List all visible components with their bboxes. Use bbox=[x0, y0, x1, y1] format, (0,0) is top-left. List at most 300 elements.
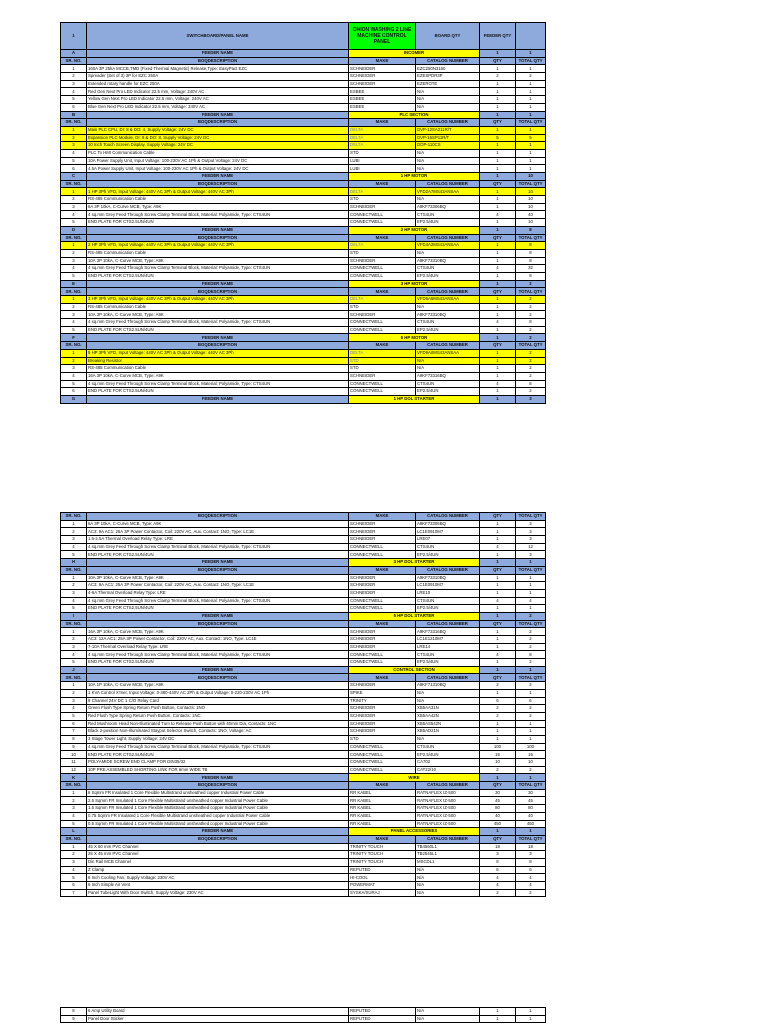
feeder-qty: 1 bbox=[516, 111, 546, 119]
make-cell: ESBEE bbox=[349, 103, 416, 111]
description-cell: 8 Channel 24V DC 1 C/O Relay Card bbox=[87, 697, 349, 705]
sr-no-cell: 2 bbox=[61, 689, 87, 697]
feeder-qty: 2 bbox=[516, 334, 546, 342]
sr-no-cell: 2 bbox=[61, 851, 87, 859]
table-row bbox=[61, 520, 546, 528]
sr-no-cell: 1 bbox=[61, 65, 87, 73]
make-cell: DELTA bbox=[349, 296, 416, 304]
make-cell: STD bbox=[349, 149, 416, 157]
total-qty-cell: 5 bbox=[516, 134, 546, 142]
qty-cell: 1 bbox=[480, 196, 516, 204]
description-header: BOQDESCRIPTION bbox=[87, 57, 349, 65]
make-cell: SCHNEIDER bbox=[349, 628, 416, 636]
total-qty-cell: 8 bbox=[516, 858, 546, 866]
description-cell: Extended rotary handle for EZC 250A bbox=[87, 80, 349, 88]
make-cell: RR KABEL bbox=[349, 812, 416, 820]
catalog-cell: A9KF73316BQ bbox=[416, 628, 480, 636]
feeder-section-row bbox=[61, 334, 546, 342]
total-qty-cell: 6 bbox=[516, 866, 546, 874]
sr-no-cell: 2 bbox=[61, 582, 87, 590]
catalog-cell: EP2.5/4UN bbox=[416, 219, 480, 227]
table-row bbox=[61, 65, 546, 73]
table-row bbox=[61, 326, 546, 334]
table-row bbox=[61, 851, 546, 859]
sr-no-cell: 6 bbox=[61, 720, 87, 728]
qty-cell: 2 bbox=[480, 766, 516, 774]
qty-cell: 1 bbox=[480, 149, 516, 157]
sr-no-header: SR. NO. bbox=[61, 513, 87, 521]
description-cell: 3 Stage Tower Light, Supply Voltage: 24V DC bbox=[87, 735, 349, 743]
table-row bbox=[61, 574, 546, 582]
description-cell: 10A 1P 10kA, C-Curve MCB, Type: A9K bbox=[87, 682, 349, 690]
sr-no-cell: 5 bbox=[61, 272, 87, 280]
catalog-header: CATALOG NUMBER bbox=[416, 234, 480, 242]
catalog-cell: CTS4UN bbox=[416, 319, 480, 327]
make-cell: SCHNEIDER bbox=[349, 203, 416, 211]
board-qty: 1 bbox=[480, 226, 516, 234]
sr-no-cell: 3 bbox=[61, 203, 87, 211]
feeder-qty: 10 bbox=[516, 173, 546, 181]
column-header-row bbox=[61, 342, 546, 350]
description-header: BOQDESCRIPTION bbox=[87, 234, 349, 242]
sr-no-cell: 4 bbox=[61, 319, 87, 327]
qty-cell: 5 bbox=[480, 134, 516, 142]
make-cell: SCHNEIDER bbox=[349, 311, 416, 319]
qty-cell: 1 bbox=[480, 628, 516, 636]
description-cell: 6 Inch Simple Air Vent bbox=[87, 882, 349, 890]
feeder-name-label: FEEDER NAME bbox=[87, 828, 349, 836]
make-cell: CONNECTWELL bbox=[349, 605, 416, 613]
table-row bbox=[61, 319, 546, 327]
qty-cell: 1 bbox=[480, 365, 516, 373]
description-cell: END PLATE FOR CTS2.5UN/4UN bbox=[87, 659, 349, 667]
description-cell: 10A 3P 10kA, C-Curve MCB, Type: A9K bbox=[87, 311, 349, 319]
panel-name-label: SWITCHBOARD/PANEL NAME bbox=[87, 23, 349, 50]
feeder-name-value: 5 HP MOTOR bbox=[349, 334, 480, 342]
table-row bbox=[61, 219, 546, 227]
description-cell: AC3: 9A AC1: 25A 3P Power Contactor, Coil: 220V AC, Aux. Contact: 1NO, Type: LC1E bbox=[87, 528, 349, 536]
column-header-row bbox=[61, 180, 546, 188]
qty-cell: 40 bbox=[480, 812, 516, 820]
sr-no-cell: 3 bbox=[61, 365, 87, 373]
feeder-name-label: FEEDER NAME bbox=[87, 280, 349, 288]
qty-cell: 1 bbox=[480, 188, 516, 196]
feeder-section-row bbox=[61, 226, 546, 234]
catalog-cell: N/A bbox=[416, 165, 480, 173]
make-cell: CONNECTWELL bbox=[349, 751, 416, 759]
sr-no-cell: 5 bbox=[61, 96, 87, 104]
description-cell: 45 X 60 mm PVC Channel bbox=[87, 843, 349, 851]
make-cell: SCHNEIDER bbox=[349, 728, 416, 736]
catalog-cell: XB5AA42N bbox=[416, 712, 480, 720]
catalog-cell: LRE14 bbox=[416, 643, 480, 651]
column-header-row bbox=[61, 674, 546, 682]
catalog-cell: EZEROTE bbox=[416, 80, 480, 88]
description-cell: 16A 3P 10kA, C-Curve MCB, Type: A9K bbox=[87, 628, 349, 636]
table-row bbox=[61, 265, 546, 273]
total-qty-cell: 2 bbox=[516, 388, 546, 396]
sr-no-cell: 5 bbox=[61, 605, 87, 613]
sr-no-cell: 5 bbox=[61, 326, 87, 334]
qty-cell: 4 bbox=[480, 651, 516, 659]
table-row bbox=[61, 751, 546, 759]
description-cell: Red Gen Next Pro LED Indicator 22.5 mm, Voltage: 240V AC bbox=[87, 88, 349, 96]
qty-header: QTY bbox=[480, 620, 516, 628]
description-cell: Red Flush Type Spring Return Push Button, Contacts: 1NC bbox=[87, 712, 349, 720]
sr-no-cell: 2 bbox=[61, 196, 87, 204]
feeder-section-row bbox=[61, 612, 546, 620]
qty-cell: 1 bbox=[480, 88, 516, 96]
make-cell: SCHNEIDER bbox=[349, 65, 416, 73]
catalog-cell: N/A bbox=[416, 196, 480, 204]
make-cell: SCHNEIDER bbox=[349, 682, 416, 690]
qty-cell: 1 bbox=[480, 551, 516, 559]
make-cell: DELTA bbox=[349, 126, 416, 134]
catalog-cell: A9KF73310BQ bbox=[416, 311, 480, 319]
total-qty-cell: 2 bbox=[516, 311, 546, 319]
make-cell: SYSKA/SURAJ bbox=[349, 889, 416, 897]
qty-cell: 1 bbox=[480, 219, 516, 227]
total-qty-header: TOTAL QTY bbox=[516, 288, 546, 296]
catalog-cell: MSCDL1 bbox=[416, 858, 480, 866]
description-cell: END PLATE FOR CTS2.5UN/4UN bbox=[87, 388, 349, 396]
make-cell: DELTA bbox=[349, 242, 416, 250]
make-cell: SCHNEIDER bbox=[349, 574, 416, 582]
description-cell: END PLATE FOR CTS2.5UN/4UN bbox=[87, 326, 349, 334]
qty-cell: 1 bbox=[480, 272, 516, 280]
make-cell: CONNECTWELL bbox=[349, 380, 416, 388]
total-qty-cell: 1 bbox=[516, 589, 546, 597]
catalog-header: CATALOG NUMBER bbox=[416, 782, 480, 790]
total-qty-header: TOTAL QTY bbox=[516, 674, 546, 682]
table-row bbox=[61, 812, 546, 820]
sr-no-header: SR. NO. bbox=[61, 57, 87, 65]
qty-cell: 1 bbox=[480, 735, 516, 743]
qty-cell: 1 bbox=[480, 165, 516, 173]
sr-no-cell: 5 bbox=[61, 219, 87, 227]
catalog-cell: A9KF73310BQ bbox=[416, 574, 480, 582]
qty-cell: 1 bbox=[480, 536, 516, 544]
make-cell: SCHNEIDER bbox=[349, 589, 416, 597]
board-qty: 1 bbox=[480, 559, 516, 567]
sr-no-header: SR. NO. bbox=[61, 566, 87, 574]
catalog-cell: LC1E0910M7 bbox=[416, 528, 480, 536]
total-qty-cell: 1 bbox=[516, 80, 546, 88]
total-qty-cell: 3 bbox=[516, 520, 546, 528]
make-cell: STD bbox=[349, 735, 416, 743]
make-cell: RR KABEL bbox=[349, 797, 416, 805]
catalog-cell: VFD9A0MS43ANSAA bbox=[416, 349, 480, 357]
table-row bbox=[61, 296, 546, 304]
board-qty: 1 bbox=[480, 111, 516, 119]
qty-cell: 1 bbox=[480, 80, 516, 88]
description-cell: 10A Power Supply Unit, Input Voltage: 100-230V AC 1Ph & Output Voltage: 24V DC bbox=[87, 157, 349, 165]
sr-no-cell: 7 bbox=[61, 889, 87, 897]
qty-cell: 6 bbox=[480, 866, 516, 874]
catalog-cell: A9KF73306BQ bbox=[416, 203, 480, 211]
description-cell: AC3: 12A AC1: 25A 3P Power Contactor, Coil: 220V AC, Aux. Contact: 1NO, Type: LC1E bbox=[87, 636, 349, 644]
total-qty-cell: 2 bbox=[516, 705, 546, 713]
table-row bbox=[61, 797, 546, 805]
total-qty-cell: 2 bbox=[516, 296, 546, 304]
qty-cell: 3 bbox=[480, 851, 516, 859]
table-row bbox=[61, 551, 546, 559]
sheet-section-3 bbox=[60, 1007, 546, 1023]
table-row bbox=[61, 720, 546, 728]
make-header: MAKE bbox=[349, 234, 416, 242]
total-qty-cell: 1 bbox=[516, 1008, 546, 1016]
table-row bbox=[61, 735, 546, 743]
table-row bbox=[61, 372, 546, 380]
make-cell: CONNECTWELL bbox=[349, 219, 416, 227]
total-qty-cell: 30 bbox=[516, 789, 546, 797]
make-cell: CONNECTWELL bbox=[349, 265, 416, 273]
qty-header: QTY bbox=[480, 288, 516, 296]
sr-no-cell: 2 bbox=[61, 134, 87, 142]
board-qty: 1 bbox=[480, 666, 516, 674]
description-cell: 6A 3P 10kA, C-Curve MCB, Type: A9K bbox=[87, 520, 349, 528]
make-cell: CONNECTWELL bbox=[349, 272, 416, 280]
sr-no-cell: 2 bbox=[61, 249, 87, 257]
catalog-cell: VFD4A2MS43ANSAA bbox=[416, 242, 480, 250]
total-qty-cell: 8 bbox=[516, 272, 546, 280]
total-qty-cell: 100 bbox=[516, 743, 546, 751]
table-row bbox=[61, 866, 546, 874]
make-cell: SCHNEIDER bbox=[349, 712, 416, 720]
make-cell: LUBI bbox=[349, 157, 416, 165]
feeder-name-label: FEEDER NAME bbox=[87, 173, 349, 181]
table-row bbox=[61, 357, 546, 365]
table-row bbox=[61, 582, 546, 590]
qty-cell: 1 bbox=[480, 126, 516, 134]
total-qty-header: TOTAL QTY bbox=[516, 566, 546, 574]
feeder-name-value: WIRE bbox=[349, 774, 480, 782]
qty-cell: 1 bbox=[480, 203, 516, 211]
sr-no-cell: 1 bbox=[61, 682, 87, 690]
sr-no-cell: 2 bbox=[61, 528, 87, 536]
total-qty-cell: 8 bbox=[516, 249, 546, 257]
feeder-name-label: FEEDER NAME bbox=[87, 774, 349, 782]
description-cell: 4.5A Power Supply Unit, Input Voltage: 100-230V AC 1Ph & Output Voltage: 24V DC bbox=[87, 165, 349, 173]
blank-header-cell bbox=[516, 23, 546, 50]
section-letter: B bbox=[61, 111, 87, 119]
catalog-header: CATALOG NUMBER bbox=[416, 288, 480, 296]
catalog-cell: EP2.5/4UN bbox=[416, 605, 480, 613]
catalog-cell: EP2.5/4UN bbox=[416, 551, 480, 559]
catalog-cell: N/A bbox=[416, 1008, 480, 1016]
catalog-cell: DOP-110CS bbox=[416, 142, 480, 150]
sr-no-header: SR. NO. bbox=[61, 180, 87, 188]
sr-no-cell: 5 bbox=[61, 380, 87, 388]
make-header: MAKE bbox=[349, 119, 416, 127]
sr-no-cell: 9 bbox=[61, 1015, 87, 1023]
total-qty-cell: 2 bbox=[516, 326, 546, 334]
sr-no-cell: 1 bbox=[61, 126, 87, 134]
table-row bbox=[61, 165, 546, 173]
make-cell: DELTA bbox=[349, 134, 416, 142]
catalog-cell: N/A bbox=[416, 103, 480, 111]
sr-no-cell: 1 bbox=[61, 349, 87, 357]
feeder-name-value: CONTROL SECTION bbox=[349, 666, 480, 674]
qty-cell: 45 bbox=[480, 797, 516, 805]
qty-header: QTY bbox=[480, 674, 516, 682]
feeder-name-value: INCOMER bbox=[349, 50, 480, 58]
board-qty-header: BOARD QTY bbox=[416, 23, 480, 50]
board-qty: 1 bbox=[480, 280, 516, 288]
qty-cell: 1 bbox=[480, 720, 516, 728]
feeder-qty: 1 bbox=[516, 774, 546, 782]
total-qty-cell: 2 bbox=[516, 712, 546, 720]
make-cell: SCHNEIDER bbox=[349, 582, 416, 590]
feeder-section-row bbox=[61, 774, 546, 782]
feeder-name-label: FEEDER NAME bbox=[87, 612, 349, 620]
table-row bbox=[61, 73, 546, 81]
qty-cell: 1 bbox=[480, 257, 516, 265]
feeder-name-value: 2 HP MOTOR bbox=[349, 226, 480, 234]
make-cell: SCHNEIDER bbox=[349, 257, 416, 265]
table-row bbox=[61, 142, 546, 150]
total-qty-cell: 8 bbox=[516, 257, 546, 265]
sr-no-cell: 2 bbox=[61, 73, 87, 81]
total-qty-header: TOTAL QTY bbox=[516, 342, 546, 350]
total-qty-cell: 1 bbox=[516, 574, 546, 582]
make-cell: SCHNEIDER bbox=[349, 528, 416, 536]
sr-no-cell: 2 bbox=[61, 797, 87, 805]
catalog-cell: CTS4UN bbox=[416, 543, 480, 551]
table-row bbox=[61, 712, 546, 720]
catalog-cell: CTS4UN bbox=[416, 211, 480, 219]
panel-name-value: ONION WASHING 2 LINE MACHINE CONTROL PANEL bbox=[349, 23, 416, 50]
qty-cell: 4 bbox=[480, 265, 516, 273]
table-row bbox=[61, 759, 546, 767]
qty-cell: 1 bbox=[480, 326, 516, 334]
description-cell: 16A 3P 10kA, C-Curve MCB, Type: A9K bbox=[87, 372, 349, 380]
sr-no-cell: 2 bbox=[61, 636, 87, 644]
qty-cell: 1 bbox=[480, 157, 516, 165]
qty-cell: 1 bbox=[480, 589, 516, 597]
feeder-qty: 2 bbox=[516, 280, 546, 288]
panel-title-row bbox=[61, 23, 546, 50]
total-qty-cell: 40 bbox=[516, 211, 546, 219]
sr-no-cell: 7 bbox=[61, 728, 87, 736]
feeder-qty: 1 bbox=[516, 828, 546, 836]
catalog-cell: VFD5A5MS43ANSAA bbox=[416, 296, 480, 304]
sr-no-header: SR. NO. bbox=[61, 288, 87, 296]
sr-no-cell: 1 bbox=[61, 188, 87, 196]
qty-cell: 1 bbox=[480, 311, 516, 319]
qty-cell: 1 bbox=[480, 65, 516, 73]
feeder-name-value: PANEL ACCESSORIES bbox=[349, 828, 480, 836]
qty-cell: 1 bbox=[480, 659, 516, 667]
column-header-row bbox=[61, 234, 546, 242]
section-letter: C bbox=[61, 173, 87, 181]
board-qty: 1 bbox=[480, 395, 516, 403]
qty-cell: 2 bbox=[480, 889, 516, 897]
total-qty-cell: 1 bbox=[516, 149, 546, 157]
description-cell: Yellow Gen Next Pro LED Indicator 22.5 mm, Voltage: 240V AC bbox=[87, 96, 349, 104]
description-cell: RS-485 Communication Cable bbox=[87, 365, 349, 373]
section-letter: L bbox=[61, 828, 87, 836]
make-cell: RR KABEL bbox=[349, 805, 416, 813]
sr-no-header: SR. NO. bbox=[61, 342, 87, 350]
catalog-cell: XB5AD21N bbox=[416, 728, 480, 736]
make-cell: DELTA bbox=[349, 188, 416, 196]
description-cell: 4 sq.mm Grey Feed Through Screw Clamp Terminal Block, Material: Polyamide, Type: CTS4UN bbox=[87, 319, 349, 327]
total-qty-cell: 1 bbox=[516, 735, 546, 743]
sr-no-cell: 3 bbox=[61, 589, 87, 597]
section-letter: F bbox=[61, 334, 87, 342]
catalog-cell: N/A bbox=[416, 689, 480, 697]
total-qty-cell: 3 bbox=[516, 851, 546, 859]
sr-no-cell: 3 bbox=[61, 80, 87, 88]
total-qty-cell: 1 bbox=[516, 65, 546, 73]
catalog-cell: A9KF73310BQ bbox=[416, 257, 480, 265]
qty-cell: 1 bbox=[480, 349, 516, 357]
table-row bbox=[61, 257, 546, 265]
feeder-name-label: FEEDER NAME bbox=[87, 226, 349, 234]
description-cell: 3 HP 3Ph VFD, Input Voltage: 440V AC 3Ph & Output Voltage: 440V AC 3Ph bbox=[87, 296, 349, 304]
total-qty-cell: 1 bbox=[516, 605, 546, 613]
total-qty-cell: 12 bbox=[516, 543, 546, 551]
total-qty-cell: 2 bbox=[516, 372, 546, 380]
table-row bbox=[61, 766, 546, 774]
sr-no-header: SR. NO. bbox=[61, 835, 87, 843]
qty-cell: 1 bbox=[480, 242, 516, 250]
qty-cell: 450 bbox=[480, 820, 516, 828]
catalog-cell: LRE10 bbox=[416, 589, 480, 597]
description-cell: Green Flush Type Spring Return Push Button, Contacts: 1NO bbox=[87, 705, 349, 713]
description-cell: 4 sq.mm Grey Feed Through Screw Clamp Terminal Block, Material: Polyamide, Type: CTS4UN bbox=[87, 597, 349, 605]
make-header: MAKE bbox=[349, 513, 416, 521]
total-qty-cell: 1 bbox=[516, 582, 546, 590]
table-row bbox=[61, 196, 546, 204]
make-cell: CONNECTWELL bbox=[349, 211, 416, 219]
catalog-cell: EP2.5/4UN bbox=[416, 272, 480, 280]
description-cell: RS-485 Communication Cable bbox=[87, 249, 349, 257]
make-cell: STD bbox=[349, 365, 416, 373]
column-header-row bbox=[61, 57, 546, 65]
sr-no-cell: 8 bbox=[61, 1008, 87, 1016]
qty-header: QTY bbox=[480, 234, 516, 242]
description-cell: 2.5 Sqmm FR Insulated 1 Core Flexible Multistrand unsheathed copper Industrial Power Cable bbox=[87, 797, 349, 805]
make-cell: REPUTED bbox=[349, 1015, 416, 1023]
total-qty-cell: 1 bbox=[516, 88, 546, 96]
catalog-cell: VFD2A7MS43ANSAA bbox=[416, 188, 480, 196]
sr-no-cell: 3 bbox=[61, 142, 87, 150]
catalog-cell: LRE07 bbox=[416, 536, 480, 544]
table-row bbox=[61, 843, 546, 851]
catalog-cell: N/A bbox=[416, 1015, 480, 1023]
catalog-cell: RATNAFLEX IZ-500 bbox=[416, 812, 480, 820]
table-row bbox=[61, 249, 546, 257]
feeder-qty: 8 bbox=[516, 226, 546, 234]
table-row bbox=[61, 188, 546, 196]
description-cell: 4 sq.mm Grey Feed Through Screw Clamp Terminal Block, Material: Polyamide, Type: CTS4UN bbox=[87, 743, 349, 751]
sr-no-cell: 1 bbox=[61, 242, 87, 250]
feeder-name-label: FEEDER NAME bbox=[87, 50, 349, 58]
feeder-section-row bbox=[61, 173, 546, 181]
table-row bbox=[61, 636, 546, 644]
qty-cell: 1 bbox=[480, 388, 516, 396]
total-qty-cell: 4 bbox=[516, 882, 546, 890]
total-qty-cell: 2 bbox=[516, 73, 546, 81]
catalog-cell: RATNAFLEX IZ-500 bbox=[416, 805, 480, 813]
make-cell: STD bbox=[349, 357, 416, 365]
make-header: MAKE bbox=[349, 288, 416, 296]
sr-no-cell: 4 bbox=[61, 88, 87, 96]
sr-no-cell: 2 bbox=[61, 303, 87, 311]
catalog-cell: EP2.5/4UN bbox=[416, 751, 480, 759]
